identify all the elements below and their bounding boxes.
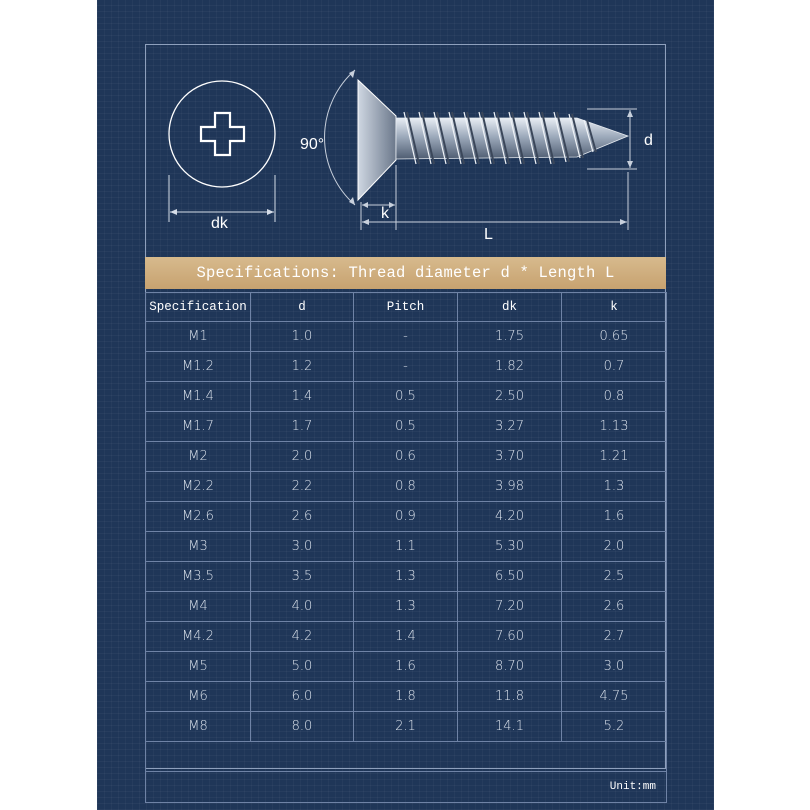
- cell-spec: M1: [146, 322, 251, 352]
- cell-d: 8.0: [251, 712, 354, 742]
- cell-spec: M5: [146, 652, 251, 682]
- spec-banner: Specifications: Thread diameter d * Length L: [145, 257, 666, 289]
- cell-dk: 1.82: [458, 352, 562, 382]
- l-label: L: [484, 226, 493, 243]
- cell-dk: 7.60: [458, 622, 562, 652]
- angle-label: 90°: [300, 136, 325, 153]
- table-row: [146, 502, 667, 532]
- spec-sheet: [97, 0, 714, 810]
- cell-d: 6.0: [251, 682, 354, 712]
- cell-k: 2.0: [562, 532, 667, 562]
- spec-table: [145, 292, 667, 803]
- cell-pitch: 0.5: [354, 382, 458, 412]
- cell-spec: M3: [146, 532, 251, 562]
- cell-dk: 14.1: [458, 712, 562, 742]
- cell-k: 1.3: [562, 472, 667, 502]
- cell-pitch: -: [354, 352, 458, 382]
- cell-d: 4.0: [251, 592, 354, 622]
- cell-d: 1.0: [251, 322, 354, 352]
- cell-d: 4.2: [251, 622, 354, 652]
- cell-pitch: 1.3: [354, 562, 458, 592]
- cell-d: 1.2: [251, 352, 354, 382]
- cell-pitch: 1.3: [354, 592, 458, 622]
- k-label: k: [381, 205, 389, 222]
- cell-dk: 11.8: [458, 682, 562, 712]
- cell-k: 4.75: [562, 682, 667, 712]
- cell-k: 0.65: [562, 322, 667, 352]
- cell-d: 3.0: [251, 532, 354, 562]
- cell-pitch: 1.4: [354, 622, 458, 652]
- cell-spec: M6: [146, 682, 251, 712]
- cell-k: 0.8: [562, 382, 667, 412]
- table-row: [146, 712, 667, 742]
- cell-k: 2.7: [562, 622, 667, 652]
- table-row: [146, 562, 667, 592]
- cell-spec: M4.2: [146, 622, 251, 652]
- cell-d: 5.0: [251, 652, 354, 682]
- table-row: [146, 322, 667, 352]
- cell-d: 3.5: [251, 562, 354, 592]
- cell-pitch: 0.5: [354, 412, 458, 442]
- cell-spec: M2.2: [146, 472, 251, 502]
- screw-side-view: [325, 70, 637, 230]
- cell-d: 1.4: [251, 382, 354, 412]
- cell-pitch: 0.8: [354, 472, 458, 502]
- unit-row: [146, 772, 667, 803]
- cell-k: 1.21: [562, 442, 667, 472]
- dk-label: dk: [211, 215, 228, 232]
- cell-dk: 4.20: [458, 502, 562, 532]
- table-row: [146, 532, 667, 562]
- table-row: [146, 592, 667, 622]
- cell-pitch: -: [354, 322, 458, 352]
- cell-k: 1.6: [562, 502, 667, 532]
- head-top-view: [169, 81, 275, 222]
- cell-spec: M4: [146, 592, 251, 622]
- blank-cell: [146, 742, 667, 772]
- table-row: [146, 352, 667, 382]
- header-d: d: [251, 293, 354, 322]
- table-header-row: [146, 293, 667, 322]
- cell-dk: 1.75: [458, 322, 562, 352]
- table-row: [146, 682, 667, 712]
- blank-row: [146, 742, 667, 772]
- cell-k: 2.6: [562, 592, 667, 622]
- cell-dk: 5.30: [458, 532, 562, 562]
- cell-dk: 8.70: [458, 652, 562, 682]
- unit-note: Unit:mm: [146, 772, 667, 803]
- cell-pitch: 2.1: [354, 712, 458, 742]
- cell-spec: M8: [146, 712, 251, 742]
- cell-k: 2.5: [562, 562, 667, 592]
- cell-dk: 2.50: [458, 382, 562, 412]
- cell-k: 5.2: [562, 712, 667, 742]
- header-pitch: Pitch: [354, 293, 458, 322]
- table-row: [146, 652, 667, 682]
- cell-spec: M3.5: [146, 562, 251, 592]
- cell-dk: 3.27: [458, 412, 562, 442]
- cell-spec: M1.4: [146, 382, 251, 412]
- cell-dk: 3.98: [458, 472, 562, 502]
- cell-spec: M1.7: [146, 412, 251, 442]
- cell-spec: M1.2: [146, 352, 251, 382]
- table-row: [146, 382, 667, 412]
- header-specification: Specification: [146, 293, 251, 322]
- cell-dk: 6.50: [458, 562, 562, 592]
- cell-d: 2.2: [251, 472, 354, 502]
- cell-pitch: 1.6: [354, 652, 458, 682]
- cell-pitch: 0.6: [354, 442, 458, 472]
- cell-dk: 3.70: [458, 442, 562, 472]
- cell-k: 3.0: [562, 652, 667, 682]
- cell-k: 0.7: [562, 352, 667, 382]
- header-k: k: [562, 293, 667, 322]
- cell-d: 2.0: [251, 442, 354, 472]
- table-body: [146, 322, 667, 803]
- table-row: [146, 412, 667, 442]
- cell-dk: 7.20: [458, 592, 562, 622]
- cell-spec: M2: [146, 442, 251, 472]
- screw-diagram: [97, 0, 714, 260]
- table-row: [146, 442, 667, 472]
- cell-d: 1.7: [251, 412, 354, 442]
- d-label: d: [644, 132, 653, 149]
- cell-k: 1.13: [562, 412, 667, 442]
- cell-d: 2.6: [251, 502, 354, 532]
- cell-pitch: 1.8: [354, 682, 458, 712]
- cell-spec: M2.6: [146, 502, 251, 532]
- cell-pitch: 0.9: [354, 502, 458, 532]
- cell-pitch: 1.1: [354, 532, 458, 562]
- table-row: [146, 472, 667, 502]
- table-row: [146, 622, 667, 652]
- header-dk: dk: [458, 293, 562, 322]
